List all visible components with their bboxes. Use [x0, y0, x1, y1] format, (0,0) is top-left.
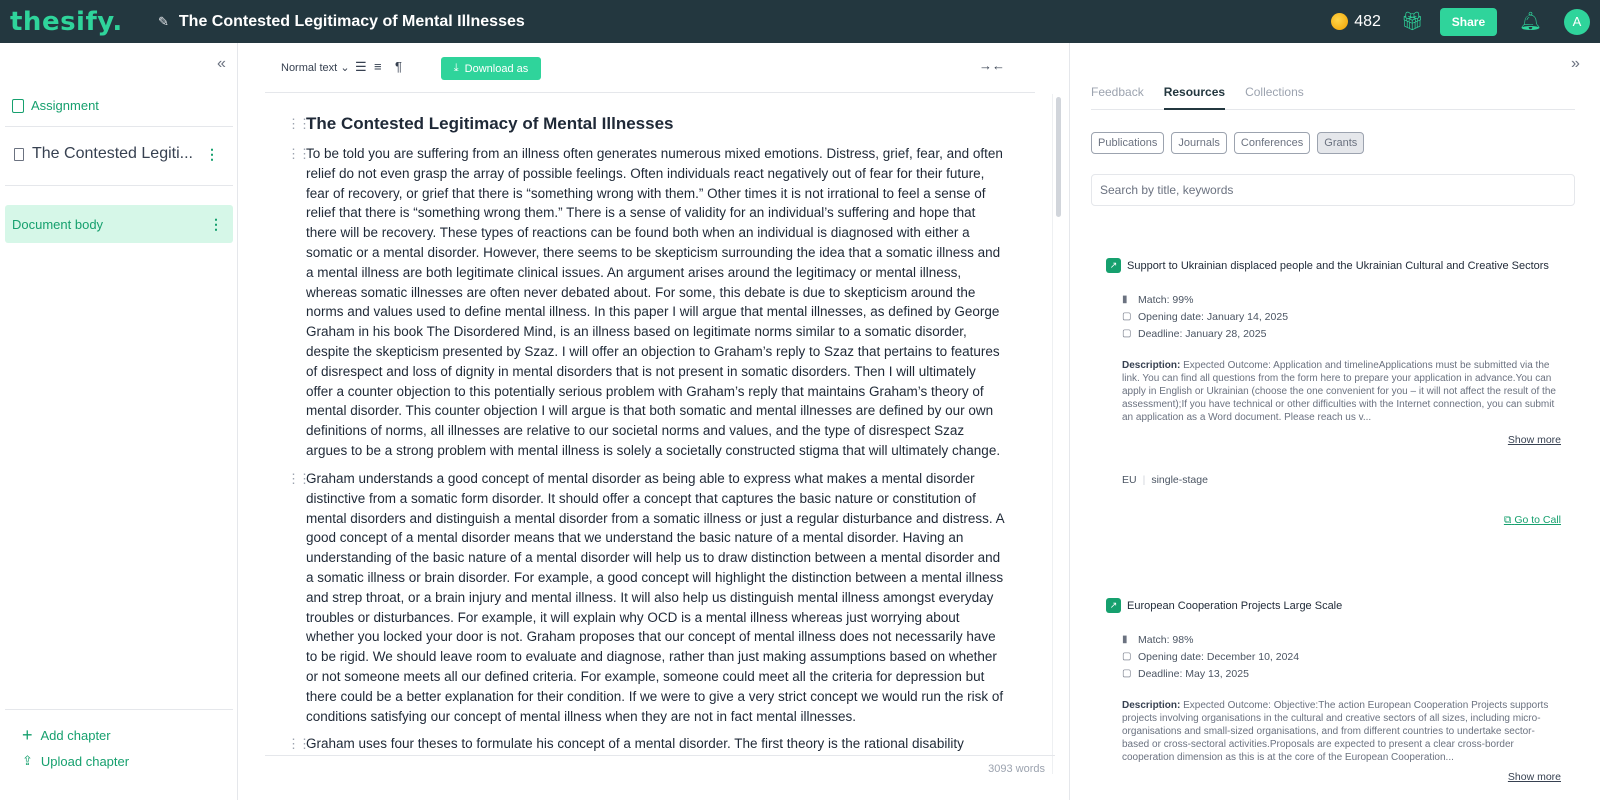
calendar-icon: ▢	[1122, 328, 1132, 339]
grant-opening-text: Opening date: January 14, 2025	[1138, 310, 1289, 323]
paragraph[interactable]: To be told you are suffering from an illness often generates numerous mixed emotions. Distress, grief, fear, and often relief do not even grasp the array of possible feelings. Often individuals react negatively out of fear for their future, fear of recovery, or grief that there is “something wrong with them.” Other times it is not irrational to feel a sense of relief that there is “something wrong them.” There is a sense of validity for an individual’s suffering and hope that there will be recovery. These types of reactions can be found both when an individual is diagnosed with either a somatic or a mental disorder. However, there seems to be skepticism surrounding the idea that a somatic illness and a mental illness are both legitimate clinical issues. An argument arises around the legitimacy or mental illness, whereas somatic illnesses are often never debated about. For some, this debate is due to skepticism around the norms and values used to define mental illness. In this paper I will argue that mental illnesses, as defined by George Graham in his book The Disordered Mind, is an illness based on legitimate norms similar to a somatic disorder, despite the skepticism presented by Szaz. I will offer an objection to Graham’s reply to Szaz that pertains to features of disrespect and loss of dignity in mental disorders that is not present in somatic disorders. Then I will ultimately offer a counter objection to this potentially serious problem with Graham’s reply that maintains Graham’s theory of mental disorder. This counter objection I will argue is that both somatic and mental illnesses are defined by our own definitions of norms, all illnesses are relative to our societal norms and values, and the type of disrespect Szaz argues to be a strong problem with mental illness is solely a societally constructed stigma that will ultimately change.	[306, 146, 1003, 458]
add-chapter-button[interactable]	[22, 725, 111, 746]
resource-filters	[1091, 132, 1364, 154]
calendar-icon: ▢	[1122, 651, 1132, 662]
bell-icon[interactable]: 🔔︎	[1519, 11, 1542, 31]
text-style-select[interactable]	[281, 61, 350, 74]
add-chapter-label: Add chapter	[40, 728, 111, 743]
pencil-icon[interactable]: ✎	[158, 13, 169, 29]
clipboard-icon	[12, 99, 24, 113]
grant-opening	[1122, 648, 1561, 665]
grant-deadline-text: Deadline: May 13, 2025	[1138, 667, 1249, 680]
divider	[5, 709, 233, 710]
gift-icon[interactable]: 🎁︎	[1400, 11, 1424, 31]
plus-icon: +	[22, 725, 33, 745]
assignment-link[interactable]	[12, 98, 99, 113]
trend-icon: ↗	[1106, 258, 1121, 273]
grant-opening	[1122, 308, 1561, 325]
chapter-sidebar	[0, 43, 238, 800]
go-to-call-label: Go to Call	[1514, 514, 1561, 526]
grant-deadline-text: Deadline: January 28, 2025	[1138, 327, 1267, 340]
download-button[interactable]	[441, 57, 541, 80]
paragraph-icon[interactable]: ¶	[395, 59, 402, 74]
grant-match-text: Match: 98%	[1138, 633, 1194, 646]
show-more-link[interactable]: Show more	[1507, 434, 1561, 446]
document-title[interactable]: The Contested Legitimacy of Mental Illnesses	[178, 12, 525, 30]
calendar-icon: ▢	[1122, 668, 1132, 679]
description-label: Description:	[1122, 700, 1181, 711]
grant-description-text: Expected Outcome: Objective:The action European Cooperation Projects supports projects involving organisations in the cultural and creative sectors of all sizes, including micro-organisations and small-sized organisations, and from different countries to undertake sector-based or cross-sectoral activities.Proposals are expected to present a clear cross-border cooperation dimension as this is at the core of the European Cooperation...	[1122, 700, 1549, 763]
top-right-actions	[1331, 0, 1600, 43]
document-body-item[interactable]	[5, 205, 233, 243]
text-style-value: Normal text	[281, 62, 338, 74]
filter-journals[interactable]: Journals	[1171, 132, 1227, 154]
thesify-logo[interactable]: thesify.	[10, 6, 123, 37]
grant-match	[1122, 631, 1561, 648]
bar-chart-icon: ▮	[1122, 294, 1128, 305]
external-link-icon: ⧉	[1503, 514, 1512, 526]
download-icon: ⤓	[453, 62, 459, 74]
top-bar	[0, 0, 1600, 43]
drag-handle-icon[interactable]: ⋮⋮	[287, 146, 309, 161]
filter-conferences[interactable]: Conferences	[1234, 132, 1310, 154]
calendar-icon: ▢	[1122, 311, 1132, 322]
chevron-down-icon: ⌄	[340, 62, 350, 74]
grant-card	[1106, 598, 1561, 783]
grant-stage: single-stage	[1151, 474, 1208, 486]
assignment-label: Assignment	[31, 98, 99, 113]
editor-toolbar	[265, 43, 1035, 93]
document-body-menu-icon[interactable]: ⋮	[209, 215, 223, 232]
panel-divider[interactable]	[1069, 43, 1070, 800]
collapse-sidebar-icon[interactable]: «	[217, 55, 226, 72]
grant-card	[1106, 258, 1561, 527]
document-heading[interactable]: The Contested Legitimacy of Mental Illnesses	[306, 114, 674, 133]
tab-resources[interactable]: Resources	[1164, 85, 1225, 110]
tab-feedback[interactable]: Feedback	[1091, 85, 1144, 99]
grant-deadline	[1122, 325, 1561, 342]
avatar[interactable]: A	[1564, 9, 1590, 35]
document-body-label: Document body	[12, 216, 104, 232]
upload-icon: ⇪	[22, 753, 33, 768]
divider	[5, 185, 233, 186]
chapter-menu-icon[interactable]: ⋮	[205, 145, 219, 162]
scrollbar-track	[1052, 94, 1053, 774]
grant-opening-text: Opening date: December 10, 2024	[1138, 650, 1300, 663]
grant-deadline	[1122, 665, 1561, 682]
spacer	[1106, 613, 1561, 631]
grant-description-text: Expected Outcome: Application and timelineApplications must be submitted via the link. You can find all questions from the form here to prepare your application in advance.You can apply in English or Ukrainian (choose the one convenient for you – it will not affect the result of the assessment);If you have technical or other difficulties with the Internet connection, you can submit an application as a Word document. Please reach us v...	[1122, 360, 1556, 423]
download-label: Download as	[464, 62, 529, 75]
tab-collections[interactable]: Collections	[1245, 85, 1304, 99]
filter-publications[interactable]: Publications	[1091, 132, 1164, 154]
grant-title[interactable]	[1106, 258, 1561, 273]
grant-title-text: Support to Ukrainian displaced people and the Ukrainian Cultural and Creative Sectors	[1127, 259, 1549, 272]
document-editor[interactable]	[265, 94, 1030, 754]
document-icon	[14, 148, 24, 161]
grant-region: EU	[1122, 474, 1137, 486]
grant-title[interactable]	[1106, 598, 1561, 613]
description-label: Description:	[1122, 360, 1181, 371]
drag-handle-icon[interactable]: ⋮⋮	[287, 116, 309, 131]
paragraph[interactable]: Graham understands a good concept of mental disorder as being able to express what makes a mental disorder distinctive from a somatic form disorder. It should offer a concept that captures the basic nature or constitution of mental disorders and distinguish a mental disorder from a somatic illness or just a regular disturbance and distress. A good concept of a mental disorder means that we understand the basic nature of a mental disorder. Having an understanding of the basic nature of a mental disorder will help us to draw distinction between a mental disorder and a somatic illness or brain disorder. For example, a good concept will highlight the distinction between a mental illness and strep throat, or a brain injury and mental illness. It will also help us distinguish mental illness amongst everyday troubles or disturbances. For example, it will explain why OCD is a mental illness whereas just worrying about whether you locked your door is not. Graham proposes that our concept of mental illness does not necessarily have to be rigid. We should leave room to evaluate and diagnose, rather than just making assumptions based on whether or not someone meets all our defined criteria. For example, someone could meet all the criteria for depression but there could be a better explanation for their condition. If we were to give a very strict concept we would run the risk of conditions satisfying our concept of mental illness when they are not in fact mental illnesses.	[306, 471, 1004, 724]
document-title-area[interactable]	[158, 0, 525, 43]
trend-icon: ↗	[1106, 598, 1121, 613]
show-more-link[interactable]: Show more	[1507, 771, 1561, 783]
drag-handle-icon[interactable]: ⋮⋮	[287, 471, 309, 486]
upload-chapter-label: Upload chapter	[40, 753, 130, 769]
share-button[interactable]: Share	[1440, 8, 1497, 36]
drag-handle-icon[interactable]: ⋮⋮	[287, 736, 309, 751]
editor-scrollbar[interactable]	[1056, 97, 1061, 217]
tag-separator: |	[1142, 474, 1146, 486]
credits-count: 482	[1354, 12, 1381, 30]
bullet-list-icon[interactable]: ☰	[355, 59, 367, 74]
upload-chapter-button[interactable]	[22, 753, 129, 769]
word-count: 3093 words	[265, 755, 1055, 780]
divider	[5, 126, 233, 127]
grant-match	[1122, 291, 1561, 308]
bar-chart-icon: ▮	[1122, 634, 1128, 645]
chapter-title: The Contested Legiti...	[32, 145, 193, 162]
go-to-call-link[interactable]	[1106, 514, 1561, 527]
grant-description	[1122, 699, 1561, 763]
resource-tabs	[1091, 85, 1575, 110]
grant-tags	[1122, 474, 1561, 486]
coin-icon	[1331, 13, 1348, 30]
filter-grants[interactable]: Grants	[1317, 132, 1364, 154]
search-input[interactable]	[1091, 174, 1575, 206]
spacer	[1106, 273, 1561, 291]
paragraph[interactable]: Graham uses four theses to formulate his concept of a mental disorder. The first theory is the rational disability	[306, 736, 964, 751]
collapse-panel-icon[interactable]: »	[1571, 55, 1580, 72]
collapse-arrows-icon[interactable]: →←	[979, 58, 1005, 73]
grant-match-text: Match: 99%	[1138, 293, 1194, 306]
grant-description	[1122, 359, 1561, 423]
grant-title-text: European Cooperation Projects Large Scale	[1127, 599, 1343, 612]
numbered-list-icon[interactable]: ≡	[374, 59, 382, 74]
chapter-item[interactable]	[14, 145, 229, 163]
